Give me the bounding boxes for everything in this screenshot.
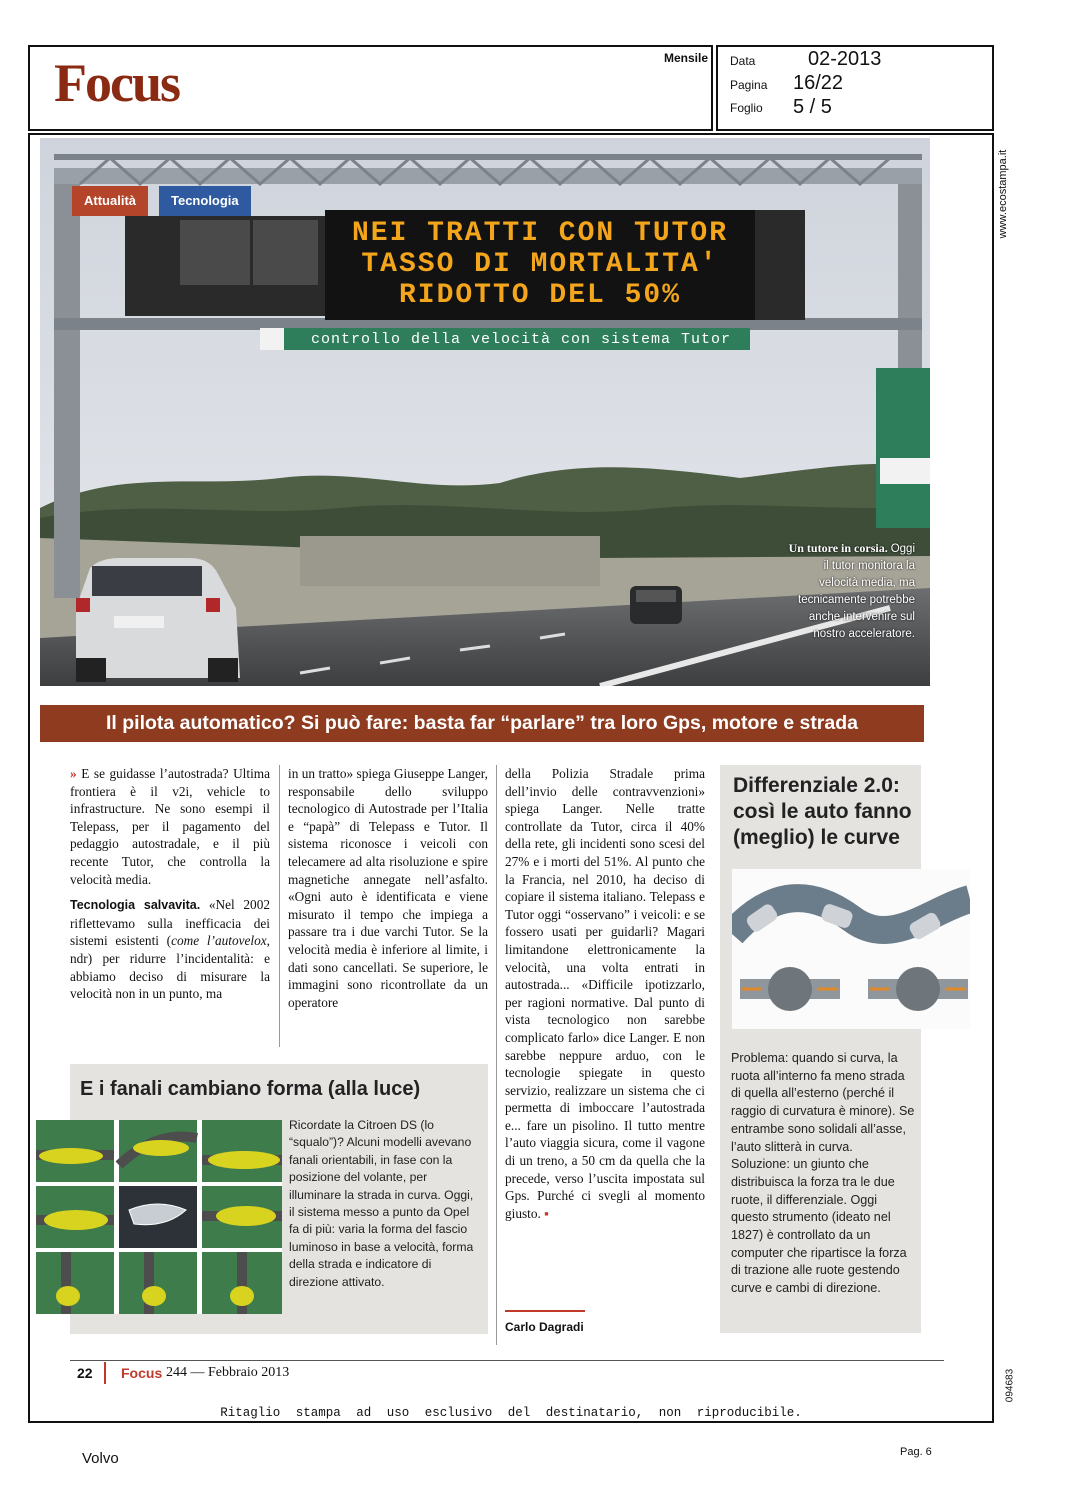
foglio-value: 5 / 5 xyxy=(793,96,832,118)
sidebar-fanali-title: E i fanali cambiano forma (alla luce) xyxy=(80,1078,421,1100)
code-vertical-text: 094683 xyxy=(1004,1368,1016,1403)
led-line-1: NEI TRATTI CON TUTOR xyxy=(351,218,729,249)
page-label: Pag. 6 xyxy=(900,1446,932,1458)
col3-text: della Polizia Stradale prima dell’invio delle contravvenzioni» spiega Langer. Nelle tratte controllate da Tutor, circa il 40% della rete, gli incidenti sono scesi del 27% e i morti del 51%. Al punto che la Francia, nel 2010, ha deciso di copiare il sistema italiano. Telepass e Tutor oggi “osservano” i veicoli: e se fossero usati per guidarli? Magari limitandone elettronicamente la velocità, una volta entrati in autostrada... «Difficile ipotizzarlo, per ragioni normative. Dal punto di vista tecnologico non sarebbe complicato farlo» dice Langer. E non sarebbe neppure arduo, con le tecnologie spiegate in questo servizio, realizzare un sistema che ci permetta di imboccare l’autostrada e... fare un pisolino. Il tutto mentre l’auto viaggia sicura, come il vagone di un treno, a 50 cm da quella che la precede, verso l’uscita impostata sul Gps. Purché ci svegli al momento giusto. xyxy=(505,766,705,1221)
photo-caption-text: Oggi il tutor monitora la velocità media, ma tecnicamente potrebbe anche intervenire sul nostro acceleratore. xyxy=(798,543,915,640)
pagina-label: Pagina xyxy=(730,78,768,92)
focus-logo: Focus xyxy=(54,53,179,113)
article-column-2 xyxy=(288,765,488,1011)
car-right xyxy=(630,586,682,624)
col1-p2b: , ndr) per ridurre l’incidentalità: e abbiamo deciso di misurare la velocità non in un punto, ma xyxy=(70,933,270,1002)
column-divider-2 xyxy=(496,765,497,1345)
foglio-label: Foglio xyxy=(730,101,763,115)
differential-illustration xyxy=(732,869,970,1029)
sidebar-differenziale-title: Differenziale 2.0: così le auto fanno (meglio) le curve xyxy=(733,774,912,849)
col1-p1: E se guidasse l’autostrada? Ultima frontiera è il v2i, vehicle to infrastructure. Ne sono esempi il Telepass, per il pagamento del pedaggio autostradale, e il più recente Tutor, che controlla la velocità media. xyxy=(70,766,271,887)
led-line-3: RIDOTTO DEL 50% xyxy=(398,280,682,311)
photo-caption-title: Un tutore in corsia. xyxy=(788,541,888,555)
site-vertical-text: www.ecostampa.it xyxy=(997,149,1009,239)
data-value: 02-2013 xyxy=(808,48,882,70)
tag-attualita: Attualità xyxy=(72,186,148,216)
led-line-2: TASSO DI MORTALITA' xyxy=(361,249,719,280)
footer-divider xyxy=(104,1362,106,1384)
col2-text: in un tratto» spiega Giuseppe Langer, responsabile dello sviluppo tecnologico di Autostrade per l’Italia e “papà” di Telepass e Tutor. Il sistema riconosce i veicoli con telecamere ad alta risoluzione e spire magnetiche annegate nell’asfalto. «Ogni auto è identificata e viene misurato il tempo che impiega a passare tra i due varchi Tutor. Se la velocità media è inferiore al limite, i dati sono cancellati. Se superiore, le immagini sono ricontrollate da un operatore xyxy=(288,766,488,1010)
sidebar-fanali-text: Ricordate la Citroen DS (lo “squalo”)? Alcuni modelli avevano fanali orientabili, in fase con la posizione del volante, per illuminare la strada in curva. Oggi, il sistema messo a punto da Opel fa di più: varia la forma del fascio luminoso in base a velocità, forma della strada e indicatore di direzione attivato. xyxy=(289,1118,474,1289)
author-rule xyxy=(505,1310,585,1312)
copyright-notice: Ritaglio stampa ad uso esclusivo del destinatario, non riproducibile. xyxy=(220,1406,802,1420)
footer-magazine: Focus xyxy=(121,1365,163,1381)
lead-marker: » xyxy=(70,766,77,781)
footer-issue: 244 — Febbraio 2013 xyxy=(166,1365,290,1380)
author: Carlo Dagradi xyxy=(505,1320,584,1334)
article-column-1 xyxy=(70,765,270,1003)
sidebar-differenziale xyxy=(720,765,921,1333)
photo-caption xyxy=(785,540,915,642)
page-number: 22 xyxy=(77,1365,93,1381)
article-column-3 xyxy=(505,765,705,1222)
headlight-grid xyxy=(36,1120,282,1314)
headlight-sequence-illustration xyxy=(36,1120,282,1314)
col1-p2a: «Nel 2002 riflettevamo sulla inefficacia dei sistemi esistenti ( xyxy=(70,897,270,949)
periodicity: Mensile xyxy=(664,51,709,65)
column-divider-1 xyxy=(279,765,280,1047)
footer-rule xyxy=(70,1360,944,1361)
car-left xyxy=(76,558,240,682)
hero-photo xyxy=(40,138,930,686)
headline: Il pilota automatico? Si può fare: basta far “parlare” tra loro Gps, motore e strada xyxy=(106,712,858,734)
runin-heading: Tecnologia salvavita. xyxy=(70,898,201,913)
pagina-value: 16/22 xyxy=(793,72,844,94)
data-label: Data xyxy=(730,54,756,68)
col1-p2-italic: come l’autovelox xyxy=(171,933,267,949)
tag-tecnologia: Tecnologia xyxy=(159,186,251,216)
end-mark: ▪ xyxy=(544,1205,549,1221)
client-name: Volvo xyxy=(82,1450,119,1467)
headline-bar xyxy=(40,705,924,742)
sidebar-differenziale-text: Problema: quando si curva, la ruota all’interno fa meno strada di quella all’esterno (perché il raggio di curvatura è minore). Se entrambe sono solidali all’asse, l’auto slitterà in curva. Soluzione: un giunto che distribuisca la forza tra le due ruote, il differenziale. Oggi questo strumento (ideato nel 1827) è controllato da un computer che ripartisce la forza di trazione alle ruote gestendo curve e cambi di direzione. xyxy=(731,1051,915,1296)
tutor-banner: controllo della velocità con sistema Tutor xyxy=(310,331,732,348)
